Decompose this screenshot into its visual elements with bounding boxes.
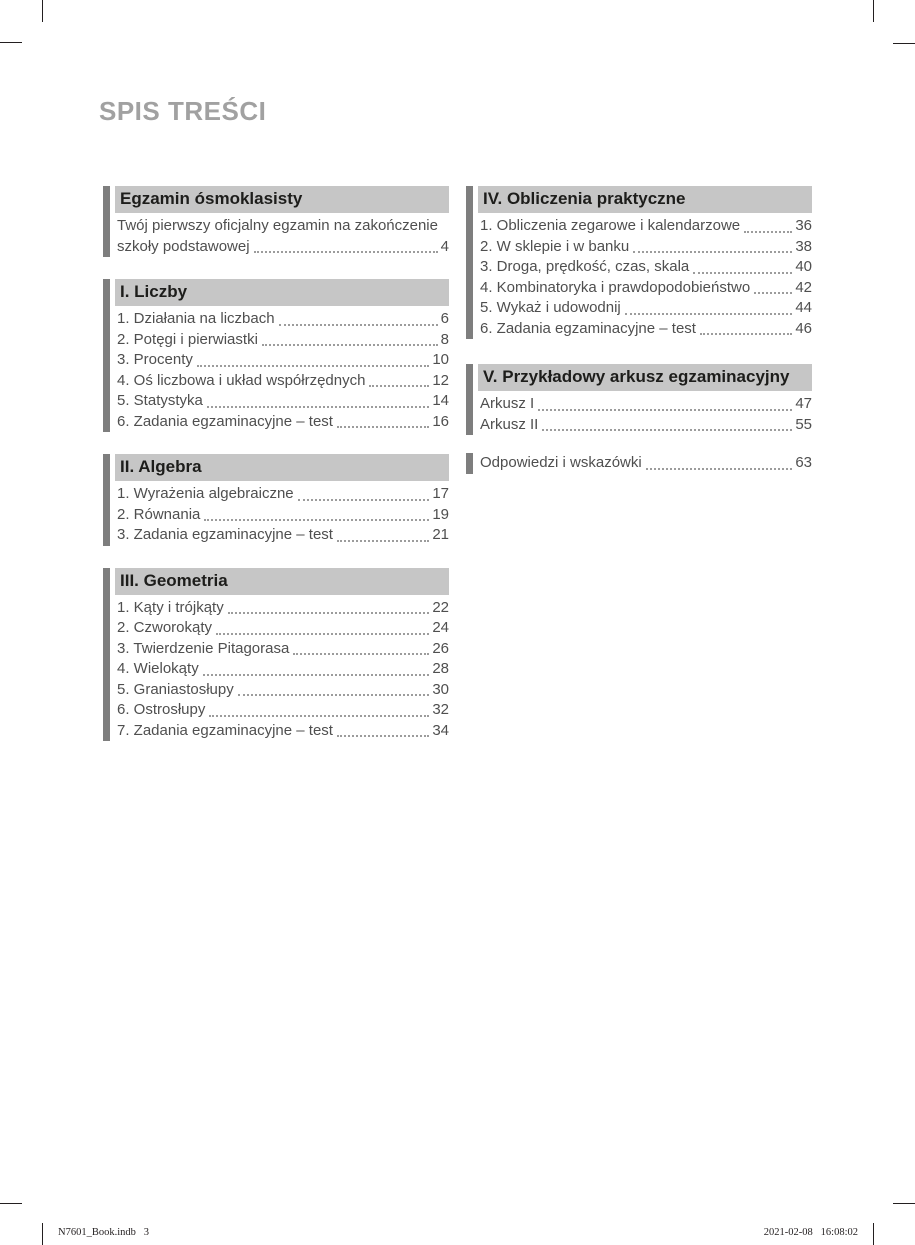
toc-entry bbox=[115, 618, 449, 639]
entry-label: Arkusz II bbox=[480, 415, 539, 433]
section-accent-bar bbox=[103, 279, 110, 432]
toc-entry bbox=[478, 278, 812, 299]
entry-page-number: 12 bbox=[432, 371, 449, 389]
dot-leader bbox=[337, 540, 429, 542]
entry-label: 4. Oś liczbowa i układ współrzędnych bbox=[117, 371, 366, 389]
toc-entry bbox=[115, 391, 449, 412]
entry-page-number: 55 bbox=[795, 415, 812, 433]
entry-label: 5. Statystyka bbox=[117, 392, 203, 409]
toc-entry bbox=[115, 598, 449, 619]
entry-label: 2. Potęgi i pierwiastki bbox=[117, 330, 258, 348]
dot-leader bbox=[646, 468, 793, 470]
entry-label: 1. Działania na liczbach bbox=[117, 310, 275, 327]
entry-label: 5. Wykaż i udowodnij bbox=[480, 299, 621, 316]
dot-leader bbox=[203, 674, 430, 676]
section-header: I. Liczby bbox=[115, 279, 449, 306]
section-arkusz bbox=[466, 364, 812, 435]
entry-label: Odpowiedzi i wskazówki bbox=[480, 454, 642, 471]
entry-page-number: 38 bbox=[795, 237, 812, 255]
toc-entry bbox=[478, 237, 812, 258]
section-header: II. Algebra bbox=[115, 454, 449, 481]
crop-mark-top-right-vertical bbox=[873, 0, 874, 22]
section-accent-bar bbox=[466, 186, 473, 339]
section-accent-bar bbox=[466, 453, 473, 474]
section-header: Egzamin ósmoklasisty bbox=[115, 186, 449, 213]
dot-leader bbox=[262, 344, 438, 346]
entry-page-number: 6 bbox=[440, 310, 449, 327]
entry-page-number: 32 bbox=[432, 701, 449, 718]
dot-leader bbox=[633, 251, 792, 253]
toc-entry bbox=[115, 639, 449, 660]
toc-entry bbox=[115, 525, 449, 546]
dot-leader bbox=[207, 406, 429, 408]
toc-column-left bbox=[103, 186, 449, 763]
entry-page-number: 26 bbox=[432, 639, 449, 657]
entry-label: 4. Wielokąty bbox=[117, 660, 199, 677]
entry-page-number: 24 bbox=[432, 619, 449, 636]
dot-leader bbox=[744, 231, 792, 233]
dot-leader bbox=[197, 365, 429, 367]
toc-entry bbox=[478, 415, 812, 436]
section-header: IV. Obliczenia praktyczne bbox=[478, 186, 812, 213]
dot-leader bbox=[693, 272, 792, 274]
toc-entry bbox=[115, 309, 449, 330]
entry-page-number: 44 bbox=[795, 299, 812, 316]
dot-leader bbox=[279, 324, 438, 326]
dot-leader bbox=[216, 633, 429, 635]
section-accent-bar bbox=[103, 568, 110, 742]
toc-entry bbox=[115, 700, 449, 721]
entry-page-number: 4 bbox=[440, 237, 449, 255]
toc-entry bbox=[478, 298, 812, 319]
entry-label: 3. Zadania egzaminacyjne – test bbox=[117, 526, 333, 543]
dot-leader bbox=[293, 653, 429, 655]
dot-leader bbox=[538, 409, 792, 411]
entry-page-number: 10 bbox=[432, 351, 449, 368]
crop-mark-top-left-vertical bbox=[42, 0, 43, 22]
toc-entry bbox=[478, 257, 812, 278]
section-egzamin bbox=[103, 186, 449, 257]
entry-page-number: 30 bbox=[432, 680, 449, 698]
entry-label: 2. Równania bbox=[117, 505, 201, 523]
toc-entry bbox=[478, 216, 812, 237]
entry-label: Arkusz I bbox=[480, 395, 535, 412]
section-odpowiedzi bbox=[466, 453, 812, 474]
entry-page-number: 22 bbox=[432, 598, 449, 616]
footer-timestamp: 2021-02-08 16:08:02 bbox=[763, 1227, 858, 1238]
section-liczby bbox=[103, 279, 449, 432]
entry-label: 5. Graniastosłupy bbox=[117, 680, 234, 698]
section-geometria bbox=[103, 568, 449, 742]
section-accent-bar bbox=[466, 364, 473, 435]
entry-page-number: 8 bbox=[440, 330, 449, 348]
crop-mark-bottom-right-vertical bbox=[873, 1223, 874, 1245]
section-header: V. Przykładowy arkusz egzaminacyjny bbox=[478, 364, 812, 391]
dot-leader bbox=[228, 612, 430, 614]
entry-page-number: 16 bbox=[432, 412, 449, 430]
section-algebra bbox=[103, 454, 449, 546]
crop-mark-bottom-right-horizontal bbox=[893, 1203, 915, 1204]
entry-page-number: 19 bbox=[432, 505, 449, 523]
toc-entry bbox=[115, 721, 449, 742]
dot-leader bbox=[254, 251, 438, 253]
dot-leader bbox=[625, 313, 793, 315]
dot-leader bbox=[337, 426, 429, 428]
entry-label: 6. Ostrosłupy bbox=[117, 701, 206, 718]
section-accent-bar bbox=[103, 186, 110, 257]
entry-page-number: 34 bbox=[432, 721, 449, 739]
dot-leader bbox=[542, 429, 792, 431]
entry-page-number: 36 bbox=[795, 217, 812, 234]
crop-mark-bottom-left-horizontal bbox=[0, 1203, 22, 1204]
entry-label: 6. Zadania egzaminacyjne – test bbox=[480, 319, 696, 337]
entry-label: 1. Wyrażenia algebraiczne bbox=[117, 485, 294, 502]
dot-leader bbox=[754, 292, 792, 294]
entry-page-number: 21 bbox=[432, 526, 449, 543]
page-title: SPIS TREŚCI bbox=[99, 96, 267, 126]
dot-leader bbox=[209, 715, 429, 717]
entry-page-number: 42 bbox=[795, 278, 812, 296]
entry-label-line1: Twój pierwszy oficjalny egzamin na zakończenie bbox=[117, 217, 438, 234]
dot-leader bbox=[238, 694, 430, 696]
entry-label: 1. Kąty i trójkąty bbox=[117, 598, 224, 616]
entry-label: 2. W sklepie i w banku bbox=[480, 237, 630, 255]
crop-mark-top-left-horizontal bbox=[0, 42, 22, 43]
toc-entry bbox=[115, 659, 449, 680]
entry-page-number: 40 bbox=[795, 258, 812, 275]
entry-label: 4. Kombinatoryka i prawdopodobieństwo bbox=[480, 278, 751, 296]
entry-label: 2. Czworokąty bbox=[117, 619, 213, 636]
toc-column-right bbox=[466, 186, 812, 496]
section-header: III. Geometria bbox=[115, 568, 449, 595]
toc-entry bbox=[478, 394, 812, 415]
toc-entry bbox=[115, 484, 449, 505]
entry-label: 6. Zadania egzaminacyjne – test bbox=[117, 412, 333, 430]
section-accent-bar bbox=[103, 454, 110, 546]
entry-label: 1. Obliczenia zegarowe i kalendarzowe bbox=[480, 217, 741, 234]
crop-mark-top-right-horizontal bbox=[893, 43, 915, 44]
dot-leader bbox=[369, 385, 429, 387]
toc-entry bbox=[478, 319, 812, 340]
footer-filename: N7601_Book.indb 3 bbox=[58, 1227, 150, 1238]
entry-page-number: 14 bbox=[432, 392, 449, 409]
entry-page-number: 47 bbox=[795, 395, 812, 412]
entry-page-number: 17 bbox=[432, 485, 449, 502]
toc-entry bbox=[115, 371, 449, 392]
dot-leader bbox=[204, 519, 429, 521]
toc-entry bbox=[115, 412, 449, 433]
dot-leader bbox=[337, 735, 429, 737]
entry-label: 3. Droga, prędkość, czas, skala bbox=[480, 258, 690, 275]
toc-entry bbox=[478, 453, 812, 474]
entry-label: 7. Zadania egzaminacyjne – test bbox=[117, 721, 333, 739]
toc-entry bbox=[115, 350, 449, 371]
entry-page-number: 63 bbox=[795, 454, 812, 471]
entry-page-number: 46 bbox=[795, 319, 812, 337]
entry-label-line2: szkoły podstawowej bbox=[117, 237, 250, 255]
entry-label: 3. Twierdzenie Pitagorasa bbox=[117, 639, 290, 657]
toc-entry bbox=[115, 237, 449, 258]
entry-page-number: 28 bbox=[432, 660, 449, 677]
entry-label: 3. Procenty bbox=[117, 351, 193, 368]
toc-entry bbox=[115, 680, 449, 701]
toc-entry bbox=[115, 330, 449, 351]
section-obliczenia bbox=[466, 186, 812, 339]
crop-mark-bottom-left-vertical bbox=[42, 1223, 43, 1245]
dot-leader bbox=[700, 333, 792, 335]
dot-leader bbox=[298, 499, 430, 501]
toc-entry bbox=[115, 505, 449, 526]
